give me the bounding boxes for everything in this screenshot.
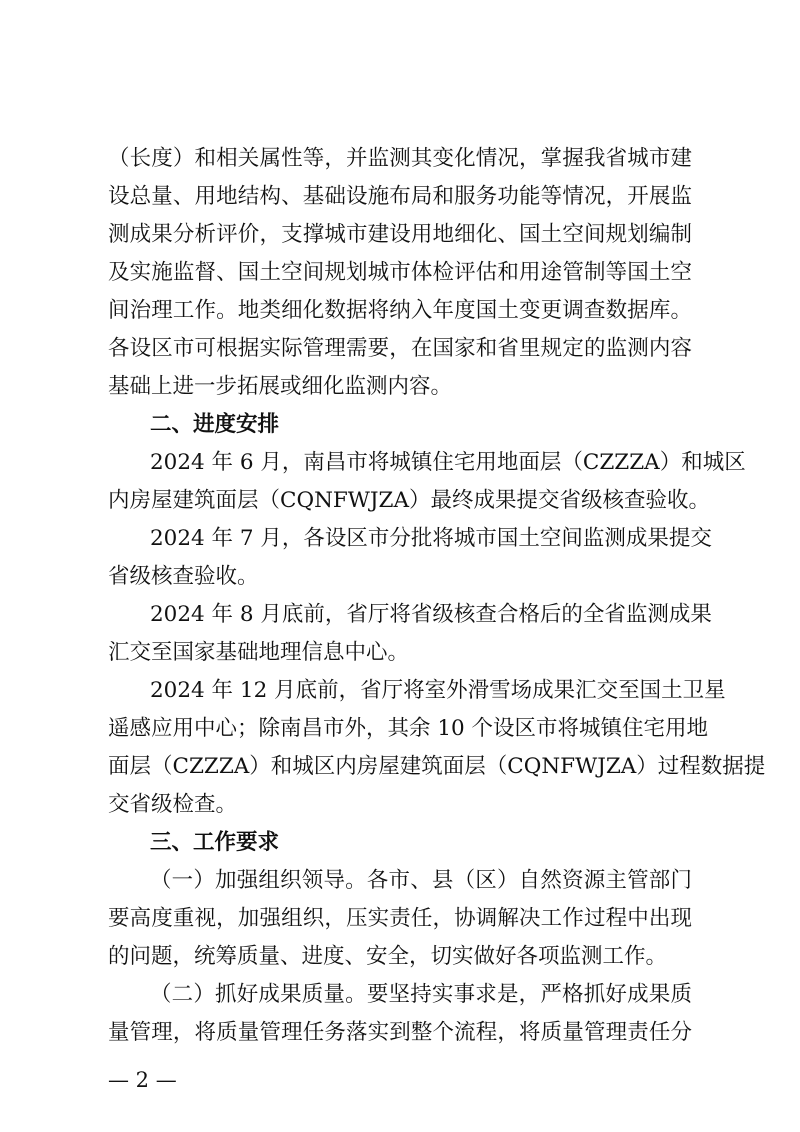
body-line: 设总量、用地结构、基础设施布局和服务功能等情况，开展监 bbox=[108, 184, 692, 209]
body-line: 测成果分析评价，支撑城市建设用地细化、国土空间规划编制 bbox=[108, 222, 692, 247]
body-line: （二）抓好成果质量。要坚持实事求是，严格抓好成果质 bbox=[150, 982, 692, 1007]
body-line: 交省级检查。 bbox=[108, 792, 238, 817]
body-line: 及实施监督、国土空间规划城市体检评估和用途管制等国土空 bbox=[108, 260, 692, 285]
body-line: 基础上进一步拓展或细化监测内容。 bbox=[108, 374, 453, 399]
body-line: 汇交至国家基础地理信息中心。 bbox=[108, 640, 410, 665]
body-line: 2024 年 12 月底前，省厅将室外滑雪场成果汇交至国土卫星 bbox=[150, 678, 726, 703]
body-line: 面层（CZZZA）和城区内房屋建筑面层（CQNFWJZA）过程数据提 bbox=[108, 754, 766, 779]
body-line: （长度）和相关属性等，并监测其变化情况，掌握我省城市建 bbox=[108, 146, 692, 171]
body-line: 的问题，统筹质量、进度、安全，切实做好各项监测工作。 bbox=[108, 944, 668, 969]
body-line: 2024 年 6 月，南昌市将城镇住宅用地面层（CZZZA）和城区 bbox=[150, 450, 746, 475]
body-line: 要高度重视，加强组织，压实责任，协调解决工作过程中出现 bbox=[108, 906, 692, 931]
body-line: 间治理工作。地类细化数据将纳入年度国土变更调查数据库。 bbox=[108, 298, 692, 323]
page-number: — 2 — bbox=[108, 1068, 177, 1092]
body-line: 省级核查验收。 bbox=[108, 564, 259, 589]
body-line: 2024 年 7 月，各设区市分批将城市国土空间监测成果提交 bbox=[150, 526, 712, 551]
section-heading-requirements: 三、工作要求 bbox=[150, 830, 280, 855]
body-line: 内房屋建筑面层（CQNFWJZA）最终成果提交省级核查验收。 bbox=[108, 488, 710, 513]
section-heading-schedule: 二、进度安排 bbox=[150, 412, 280, 437]
body-line: 2024 年 8 月底前，省厅将省级核查合格后的全省监测成果 bbox=[150, 602, 712, 627]
body-line: 量管理，将质量管理任务落实到整个流程，将质量管理责任分 bbox=[108, 1020, 692, 1045]
body-line: （一）加强组织领导。各市、县（区）自然资源主管部门 bbox=[150, 868, 692, 893]
body-line: 遥感应用中心；除南昌市外，其余 10 个设区市将城镇住宅用地 bbox=[108, 716, 709, 741]
body-line: 各设区市可根据实际管理需要，在国家和省里规定的监测内容 bbox=[108, 336, 692, 361]
